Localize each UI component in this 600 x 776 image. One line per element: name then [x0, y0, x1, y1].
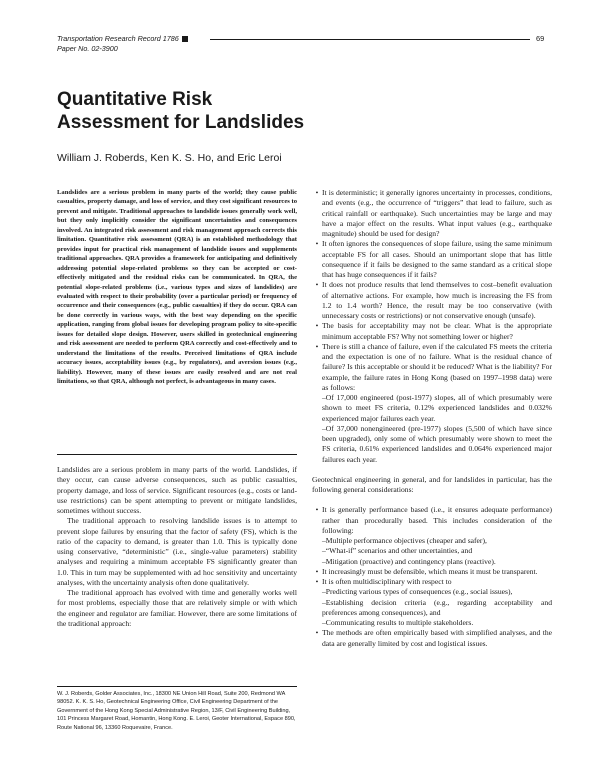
authors: William J. Roberds, Ken K. S. Ho, and Eric Leroi — [57, 152, 282, 164]
list-item: • It does not produce results that lend themselves to cost–benefit evaluation of alternative actions. For example, how much is increasing the FS from 1.2 to 1.4 worth? Hence, the result may be too conservative (with unnecessary costs or restrictions) or not conservative enough (unsafe). — [312, 280, 552, 321]
page-number: 69 — [536, 34, 545, 43]
intro-paragraph: Landslides are a serious problem in many parts of the world. Landslides, if they occur, can cause adverse consequences, such as public casualties, property damage, and loss of service. Significant resources (e.g., costs or land-use restrictions) can be spent attempting to prevent or mitigate landslides, sometimes without success. — [57, 465, 297, 515]
sub-item: –Communicating results to multiple stakeholders. — [322, 618, 474, 627]
limitations-list — [312, 188, 552, 649]
bullet-icon: • — [315, 341, 319, 351]
geo-intro-paragraph: Geotechnical engineering in general, and for landslides in particular, has the following general considerations: — [312, 474, 552, 494]
sub-item: –Establishing decision criteria (e.g., regarding acceptability and preferences among consequences), and — [322, 597, 552, 617]
header-rule — [210, 39, 530, 40]
article-title — [57, 88, 457, 134]
list-item: • There is still a chance of failure, even if the calculated FS meets the criteria and the expectation is one of no failure. What is the residual chance of failure? Is this acceptable or should it be reduced? What is the liability? For example, the failure rates in Hong Kong (based on 1997–1998 data) were as follows: — [312, 342, 552, 393]
title-line-1: Quantitative Risk — [57, 89, 213, 110]
list-item: • It is often multidisciplinary with respect to — [312, 577, 552, 587]
paper-number: Paper No. 02-3900 — [57, 43, 118, 53]
intro-paragraph: The traditional approach to resolving landslide issues is to attempt to prevent slope failures by ensuring that the factor of safety (FS), which is the ratio of the capacity to demand, is greater than 1.0. This is typically done using conservative, “deterministic” (i.e., single-value parameters) stability analyses and requiring a minimum acceptable FS significantly greater than 1.0. This in turn may be supplemented with ad hoc sensitivity and uncertainty analyses, with the uncertainty analysis often done qualitatively. — [57, 516, 297, 587]
abstract: Landslides are a serious problem in many parts of the world; they cause public casualties, property damage, and loss of service, and they cost significant resources to prevent and mitigate. Traditional approaches to landslide issues generally work well, but they only implicitly consider the significant uncertainties and consequences involved. An integrated risk assessment and risk management approach corrects this limitation. Quantitative risk assessment (QRA) is an established methodology that provides input for practical risk management of landslide issues and supplements traditional approaches. QRA provides a framework for anticipating and definitively addressing potential slope-related problems so they can be accepted or cost-effectively mitigated and the residual risks can be communicated. In QRA, the potential slope-related problems (i.e., various types and sizes of landslides) are evaluated with respect to their probability (over a particular period) or frequency of occurrence and their consequences (e.g., public casualties) if they do occur. QRA can be done correctly in various ways, with the best way depending on the specific application, ranging from global issues for developing program policy to site-specific issues for detailed slope design. However, users skilled in geotechnical engineering and risk assessment are needed to perform QRA correctly and cost-effectively and to understand the limitations of the results. Perceived limitations of QRA include accuracy issues, acceptability issues (e.g., by regulators), and aversion issues (e.g., liability). However, many of these issues are easily resolved and are not real limitations, so that QRA, although not perfect, is advantageous in many cases. — [57, 189, 297, 386]
sub-item: –Of 37,000 nonengineered (pre-1977) slopes (5,500 of which have since been upgraded), only some of which presumably were shown to meet the FS criteria, 0.61% experienced landslides and 0.064% experienced major failures each year. — [322, 423, 552, 464]
journal-name: Transportation Research Record 1786 — [57, 34, 179, 43]
abstract-divider — [57, 454, 297, 455]
bullet-icon: • — [315, 239, 319, 249]
sub-item: –Predicting various types of consequences (e.g., social issues), — [322, 587, 513, 597]
author-affiliations: W. J. Roberds, Golder Associates, Inc., 18300 NE Union Hill Road, Suite 200, Redmond WA 98052. K. K. S. Ho, Geotechnical Engineering Office, Civil Engineering Department of the Government of the Hong Kong Special Administrative Region, 13/F, Civil Engineering Building, 101 Princess Margaret Road, Homantin, Hong Kong. E. Leroi, Geoter International, Espace 890, Route National 96, 13360 Roquevaire, France. — [57, 691, 296, 731]
list-item: • It is generally performance based (i.e., it ensures adequate performance) rather than procedurally based. This includes consideration of the following: — [312, 505, 552, 536]
bullet-icon: • — [315, 321, 319, 331]
list-item: • It often ignores the consequences of slope failure, using the same minimum acceptable FS for all cases. Should an unimportant slope that has little consequence if it fails be designed to the same standard as a critical slope that has huge consequences if it fails? — [312, 239, 552, 280]
intro-paragraph: The traditional approach has evolved with time and generally works well for most problems, especially those that are relatively simple or with which the engineer and regulator are familiar. However, there are some limitations of the traditional approach: — [57, 588, 297, 628]
sub-item: –“What-if” scenarios and other uncertainties, and — [322, 546, 473, 556]
sub-item: –Multiple performance objectives (cheaper and safer), — [322, 536, 487, 545]
title-line-2: Assessment for Landslides — [57, 112, 305, 133]
bullet-icon: • — [315, 188, 319, 197]
list-item: • It is deterministic; it generally ignores uncertainty in processes, conditions, and events (e.g., the occurrence of “triggers” that lead to failure, such as critical rainfall or earthquake). Such uncertainties may be large and may have a major effect on the results. What input values (e.g., earthquake magnitude) should be used for design? — [312, 188, 552, 239]
sub-item: –Mitigation (proactive) and contingency plans (reactive). — [322, 556, 496, 566]
bullet-icon: • — [315, 577, 319, 586]
square-marker-icon — [182, 36, 188, 42]
list-item: • It increasingly must be defensible, which means it must be transparent. — [312, 567, 552, 577]
introduction — [57, 465, 297, 629]
bullet-icon: • — [315, 505, 319, 515]
bullet-icon: • — [315, 280, 319, 290]
bullet-icon: • — [315, 566, 319, 576]
list-item: • The methods are often empirically based with simplified analyses, and the data are generally limited by cost and logistical issues. — [312, 628, 552, 649]
footnote-divider — [57, 686, 297, 687]
sub-item: –Of 17,000 engineered (post-1977) slopes, all of which presumably were shown to meet FS criteria, 0.12% experienced landslides and 0.032% experienced major failures each year. — [322, 393, 552, 423]
bullet-icon: • — [315, 628, 319, 638]
list-item: • The basis for acceptability may not be clear. What is the appropriate minimum acceptable FS? Why not something lower or higher? — [312, 321, 552, 342]
running-header — [57, 34, 188, 53]
